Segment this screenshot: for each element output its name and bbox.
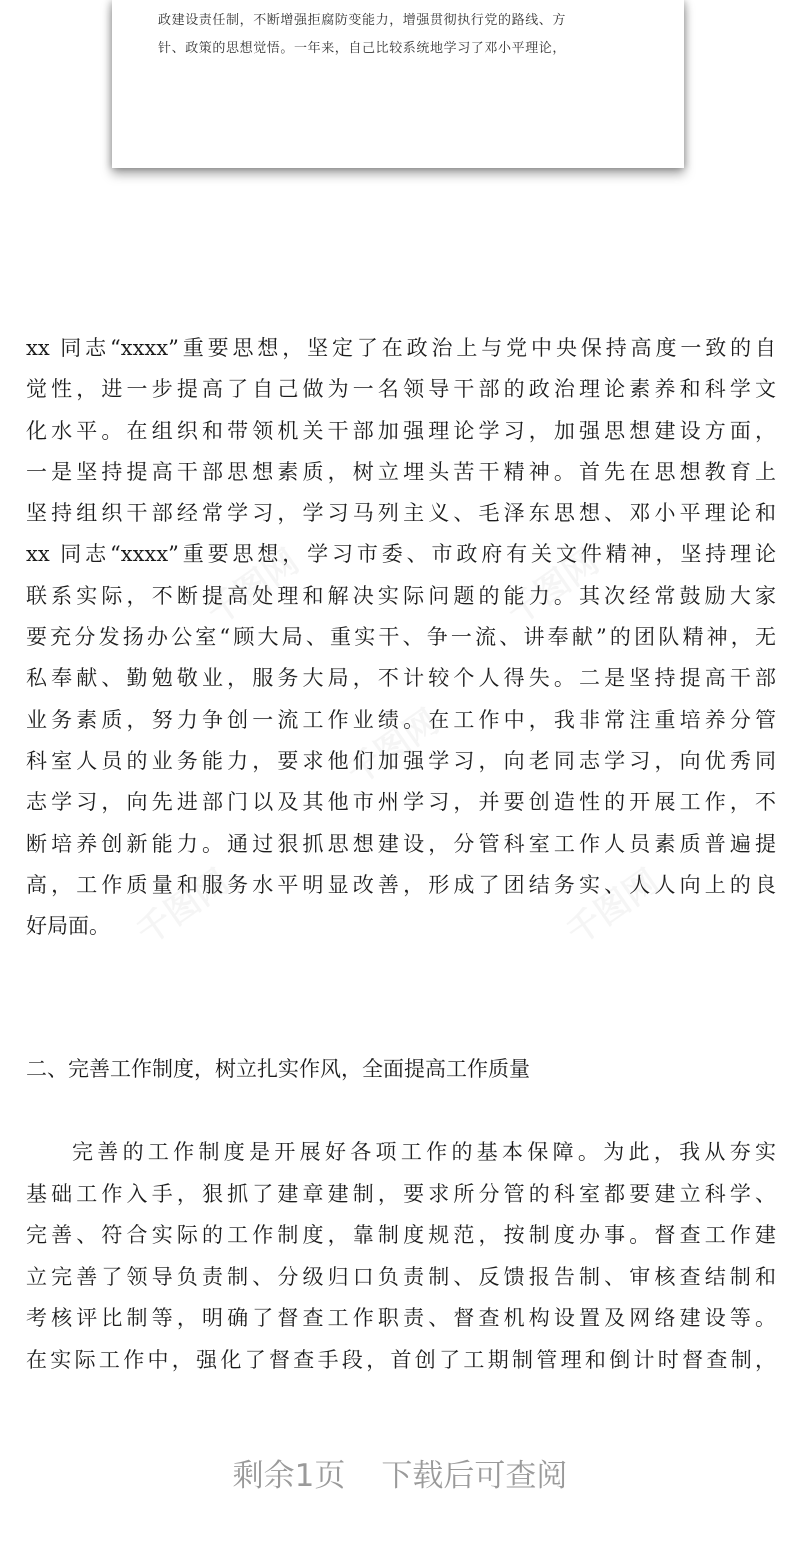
preview-page-card bbox=[112, 0, 684, 168]
remaining-pages-banner[interactable] bbox=[0, 1446, 800, 1506]
text-line: 完善的工作制度是开展好各项工作的基本保障。为此，我从夯实 bbox=[72, 1140, 776, 1164]
text-line: 业务素质，努力争创一流工作业绩。在工作中，我非常注重培养分管 bbox=[26, 707, 776, 732]
text-line: 在实际工作中，强化了督查手段，首创了工期制管理和倒计时督查制， bbox=[26, 1347, 776, 1372]
text-line: 考核评比制等，明确了督查工作职责、督查机构设置及网络建设等。 bbox=[26, 1306, 776, 1331]
watermark-text: 千图网 bbox=[199, 541, 307, 634]
watermark-text: 千图网 bbox=[339, 701, 447, 794]
document-body-paragraph-2 bbox=[26, 1132, 776, 1382]
text-line: 断培养创新能力。通过狠抓思想建设，分管科室工作人员素质普遍提 bbox=[26, 831, 776, 856]
text-line: 完善、符合实际的工作制度，靠制度规范，按制度办事。督查工作建 bbox=[26, 1223, 776, 1248]
preview-line-1: 政建设责任制，不断增强拒腐防变能力，增强贯彻执行党的路线、方 bbox=[158, 13, 567, 28]
watermark-text: 千图网 bbox=[129, 861, 237, 954]
text-line: 立完善了领导负责制、分级归口负责制、反馈报告制、审核查结制和 bbox=[26, 1264, 776, 1289]
preview-line-2: 针、政策的思想觉悟。一年来，自己比较系统地学习了邓小平理论， bbox=[158, 41, 567, 56]
text-line: xx 同志“xxxx”重要思想，学习市委、市政府有关文件精神，坚持理论 bbox=[26, 542, 776, 567]
text-line: xx 同志“xxxx”重要思想，坚定了在政治上与党中央保持高度一致的自 bbox=[26, 336, 776, 360]
remaining-pages-count: 剩余1页 bbox=[232, 1458, 346, 1494]
section-heading: 二、完善工作制度，树立扎实作风，全面提高工作质量 bbox=[26, 1057, 530, 1081]
watermark-text: 千图网 bbox=[499, 541, 607, 634]
document-body-paragraph-1 bbox=[26, 328, 776, 947]
text-line: 联系实际，不断提高处理和解决实际问题的能力。其次经常鼓励大家 bbox=[26, 583, 776, 608]
text-line: 基础工作入手，狠抓了建章建制，要求所分管的科室都要建立科学、 bbox=[26, 1181, 776, 1206]
text-line: 觉性，进一步提高了自己做为一名领导干部的政治理论素养和科学文 bbox=[26, 377, 776, 402]
text-line: 好局面。 bbox=[26, 914, 110, 939]
watermark-text: 千图网 bbox=[559, 861, 667, 954]
text-line: 坚持组织干部经常学习，学习马列主义、毛泽东思想、邓小平理论和 bbox=[26, 501, 776, 526]
text-line: 化水平。在组织和带领机关干部加强理论学习，加强思想建设方面， bbox=[26, 418, 776, 443]
text-line: 志学习，向先进部门以及其他市州学习，并要创造性的开展工作，不 bbox=[26, 790, 776, 815]
download-to-view-link[interactable]: 下载后可查阅 bbox=[381, 1458, 568, 1494]
text-line: 私奉献、勤勉敬业，服务大局，不计较个人得失。二是坚持提高干部 bbox=[26, 666, 776, 691]
text-line: 要充分发扬办公室“顾大局、重实干、争一流、讲奉献”的团队精神，无 bbox=[26, 625, 776, 650]
text-line: 一是坚持提高干部思想素质，树立埋头苦干精神。首先在思想教育上 bbox=[26, 459, 776, 484]
text-line: 科室人员的业务能力，要求他们加强学习，向老同志学习，向优秀同 bbox=[26, 748, 776, 773]
text-line: 高，工作质量和服务水平明显改善，形成了团结务实、人人向上的良 bbox=[26, 872, 776, 897]
